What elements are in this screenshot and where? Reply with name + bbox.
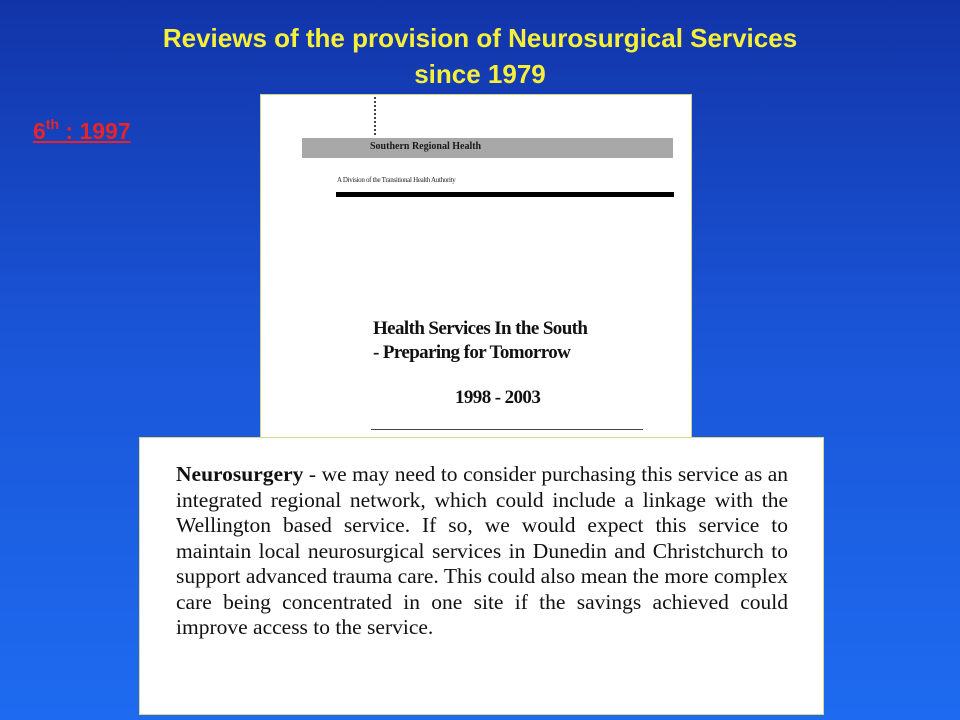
binding-dots: [374, 97, 376, 135]
edition-year: : 1997: [59, 118, 131, 144]
cover-divider: [336, 192, 674, 197]
slide-title: [0, 20, 960, 92]
organisation-name: Southern Regional Health: [370, 141, 482, 152]
organisation-banner: [302, 138, 673, 158]
edition-suffix: th: [45, 116, 60, 132]
document-cover: [260, 94, 692, 454]
document-title-line-2: - Preparing for Tomorrow: [373, 342, 571, 363]
edition-number: 6: [33, 118, 46, 144]
document-title: [373, 317, 587, 365]
excerpt-body: - we may need to consider purchasing this service as an integrated regional network, which could include a linkage with the Wellington based service. If so, we would expect this service to maintain local neurosurgical services in Dunedin and Christchurch to support advanced trauma care. This could also mean the more complex care being concentrated in one site if the savings achieved could improve access to the service.: [176, 462, 788, 639]
slide-title-line-2: since 1979: [414, 59, 546, 89]
edition-label: [33, 118, 131, 145]
document-excerpt: [139, 437, 824, 715]
division-subtitle: A Division of the Transitional Health Authority: [337, 176, 456, 184]
excerpt-paragraph: [176, 462, 788, 641]
slide-title-line-1: Reviews of the provision of Neurosurgical Services: [162, 23, 798, 53]
document-years: 1998 - 2003: [455, 387, 541, 408]
cover-underline: [371, 429, 643, 430]
document-title-line-1: Health Services In the South: [373, 318, 588, 339]
excerpt-heading: Neurosurgery: [176, 462, 304, 486]
